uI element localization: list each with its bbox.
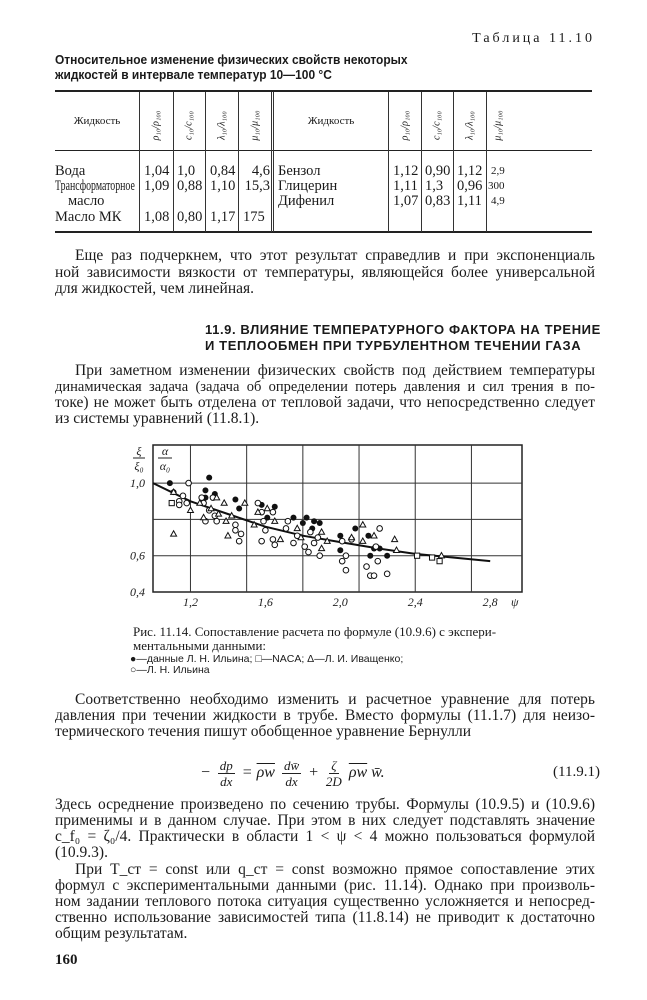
data-point-triangle: [221, 500, 227, 505]
text-line: токе) не может быть отделена от тепловой задачи, что непосредственно следует: [55, 394, 595, 411]
table-cell: 1,12: [457, 163, 483, 179]
table-cell: 1,09: [144, 178, 170, 194]
table-cell: 1,11: [457, 193, 482, 209]
data-point-triangle: [394, 547, 400, 552]
data-point-filled-circle: [206, 475, 212, 481]
plot-frame: [153, 445, 522, 592]
data-point-open-circle: [373, 544, 379, 550]
eq-term: w̄.: [371, 764, 385, 782]
table-cell: 2,9: [491, 165, 505, 177]
data-point-open-circle: [270, 537, 276, 543]
table-cell: 1,10: [210, 178, 236, 194]
table-cell: Дифенил: [278, 193, 335, 209]
table-cell: Бензол: [278, 163, 321, 179]
data-point-filled-circle: [337, 547, 343, 553]
eq-fraction: [282, 758, 301, 789]
x-tick-label: 2,8: [482, 595, 498, 609]
data-point-open-circle: [233, 522, 239, 528]
eq-equals: =: [241, 764, 253, 782]
table-cell: Глицерин: [278, 178, 338, 194]
eq-term: $\overline{\rho w}$: [348, 764, 368, 782]
table-cell: 0,90: [425, 163, 451, 179]
data-point-open-circle: [285, 518, 291, 524]
column-header: λ₁₀/λ₁₀₀: [216, 111, 228, 140]
column-header: c₁₀/c₁₀₀: [431, 110, 443, 141]
table-cell: 0,83: [425, 193, 451, 209]
column-header: c₁₀/c₁₀₀: [183, 110, 195, 141]
eq-den: dx: [220, 774, 233, 789]
column-header: μ₁₀/μ₁₀₀: [249, 110, 261, 141]
text-line: применимы и в данном случае. При этом в них следует подставлять значение: [55, 812, 595, 829]
data-point-open-circle: [384, 571, 390, 577]
table-cell: 4,6: [251, 163, 270, 179]
data-point-triangle: [392, 536, 398, 541]
table-cell: Вода: [55, 163, 86, 179]
table-number: Таблица 11.10: [472, 31, 595, 46]
table-cell: 1,04: [144, 163, 170, 179]
data-point-open-circle: [272, 542, 278, 548]
data-point-filled-circle: [167, 480, 173, 486]
data-point-triangle: [360, 538, 366, 543]
data-point-open-circle: [270, 509, 276, 515]
data-point-filled-circle: [202, 487, 208, 493]
table-cell: 15,3: [244, 178, 270, 194]
data-point-open-circle: [375, 558, 381, 564]
data-point-open-circle: [236, 538, 242, 544]
data-point-triangle: [225, 533, 231, 538]
data-point-square: [429, 555, 434, 560]
text-line: для жидкостей, чем линейная.: [55, 280, 255, 297]
text-line: общим результатам.: [55, 925, 188, 942]
page-number: 160: [55, 952, 78, 968]
text-line: Соответственно необходимо изменить и расчетное уравнение для потерь: [75, 691, 595, 708]
eq-num: ζ: [331, 758, 337, 773]
table-cell: масло: [68, 193, 105, 209]
data-point-open-circle: [186, 480, 192, 486]
eq-num: dp: [219, 758, 233, 773]
data-point-open-circle: [317, 553, 323, 559]
data-point-triangle: [360, 522, 366, 527]
data-point-triangle: [171, 531, 177, 536]
table-cell: 0,80: [177, 209, 203, 225]
y-axis-label-den: ξ₀: [134, 459, 144, 473]
y-tick-label: 0,6: [130, 548, 145, 563]
table-cell: 4,9: [491, 195, 505, 207]
text-line: давления при течении жидкости в трубе. Вместо формулы (11.1.7) для неизо-: [55, 707, 595, 724]
eq-fraction: [326, 758, 342, 789]
table-cell: 175: [243, 209, 265, 225]
text-line: c_f₀ = ζ₀/4. Практически в области 1 < ψ < 4 можно пользоваться формулой: [55, 828, 595, 845]
data-point-filled-circle: [232, 496, 238, 502]
table-cell: 1,12: [393, 163, 419, 179]
text-line: (10.9.3).: [55, 844, 108, 861]
text-line: из системы уравнений (11.8.1).: [55, 410, 260, 427]
data-point-open-circle: [308, 529, 314, 535]
data-point-filled-circle: [304, 515, 310, 521]
eq-fraction: [218, 758, 235, 789]
text-line: ственно использование зависимостей типа (11.8.14) не приводит к достаточно: [55, 909, 595, 926]
data-point-filled-circle: [290, 515, 296, 521]
text-line: динамическая задача (задача об определении потерь давления и сил трения в по-: [55, 379, 595, 395]
data-point-triangle: [223, 518, 229, 523]
y-axis-label-num: α: [161, 444, 169, 458]
eq-num: dw̄: [283, 758, 300, 773]
table-caption: Относительное изменение физических свойств некоторых: [55, 52, 408, 67]
eq-minus: −: [200, 764, 211, 782]
data-point-open-circle: [343, 567, 349, 573]
table-cell: 0,84: [210, 163, 236, 179]
data-point-triangle: [272, 518, 278, 523]
column-header: μ₁₀/μ₁₀₀: [492, 110, 504, 141]
x-tick-label: 1,2: [182, 595, 198, 609]
y-axis-label-num: ξ: [136, 444, 142, 458]
data-point-triangle: [277, 536, 283, 541]
x-tick-label: 1,6: [257, 595, 273, 609]
figure-legend: ●—данные Л. Н. Ильина; □—NACA; Δ—Л. И. Иващенко;: [130, 653, 404, 665]
table-cell: 0,88: [177, 178, 203, 194]
data-point-open-circle: [339, 538, 345, 544]
text-line: термического течения пишут обобщенное уравнение Бернулли: [55, 723, 472, 740]
table-cell: 1,07: [393, 193, 419, 209]
data-point-triangle: [201, 514, 207, 519]
data-point-filled-circle: [236, 506, 242, 512]
data-point-filled-circle: [337, 533, 343, 539]
table-cell: Масло МК: [55, 209, 122, 225]
table-cell: 300: [488, 180, 505, 192]
table-cell: 1,08: [144, 209, 170, 225]
table-cell: 1,17: [210, 209, 236, 225]
eq-term: $\overline{\rho w}$: [256, 764, 275, 782]
data-point-open-circle: [184, 500, 190, 506]
data-point-open-circle: [283, 526, 289, 532]
figure-caption: Рис. 11.14. Сопоставление расчета по формуле (10.9.6) с экспери-: [133, 624, 497, 639]
data-point-open-circle: [377, 526, 383, 532]
equation-number: (11.9.1): [553, 764, 600, 780]
data-point-filled-circle: [384, 553, 390, 559]
data-point-open-circle: [343, 553, 349, 559]
data-point-open-circle: [364, 564, 370, 570]
data-point-triangle: [371, 533, 377, 538]
column-header: Жидкость: [307, 115, 355, 127]
y-axis-label-den: α₀: [159, 459, 171, 473]
table-cell: Трансформаторное: [55, 178, 135, 194]
data-point-triangle: [187, 507, 193, 512]
text-line: формул с экспериментальными данными (рис. 11.14). Однако при произволь-: [55, 877, 595, 894]
section-heading: 11.9. ВЛИЯНИЕ ТЕМПЕРАТУРНОГО ФАКТОРА НА ТРЕНИЕ: [205, 322, 601, 337]
figure-legend: ○—Л. Н. Ильина: [130, 664, 210, 676]
data-point-filled-circle: [365, 533, 371, 539]
column-header: Жидкость: [73, 115, 121, 127]
column-header: ρ₁₀/ρ₁₀₀: [399, 110, 411, 141]
equation: [200, 758, 385, 789]
data-point-open-circle: [233, 527, 239, 533]
data-point-filled-circle: [272, 504, 278, 510]
data-point-filled-circle: [317, 520, 323, 526]
eq-den: 2D: [325, 774, 342, 789]
data-point-square: [169, 500, 174, 505]
data-point-square: [415, 553, 420, 558]
text-line: При заметном изменении физических свойств под действием температуры: [75, 362, 595, 379]
data-point-filled-circle: [367, 553, 373, 559]
data-point-open-circle: [255, 500, 261, 506]
text-line: ной зависимости вязкости от температуры, являющейся более универсальной: [55, 264, 595, 281]
table-cell: 0,96: [457, 178, 483, 194]
data-point-filled-circle: [300, 520, 306, 526]
x-tick-label: 2,0: [332, 595, 348, 609]
text-line: Еще раз подчеркнем, что этот результат справедлив и при экспоненциаль: [75, 247, 595, 264]
x-tick-label: 2,4: [407, 595, 423, 609]
data-point-open-circle: [291, 540, 297, 546]
column-header: λ₁₀/λ₁₀₀: [464, 111, 476, 140]
x-axis-label: ψ: [511, 595, 519, 609]
data-point-triangle: [264, 505, 270, 510]
eq-plus: +: [308, 764, 319, 782]
data-point-open-circle: [339, 558, 345, 564]
data-point-open-circle: [180, 493, 186, 499]
eq-den: dx: [285, 774, 298, 789]
table-cell: 1,0: [177, 163, 196, 179]
data-point-triangle: [319, 545, 325, 550]
section-heading: И ТЕПЛООБМЕН ПРИ ТУРБУЛЕНТНОМ ТЕЧЕНИИ ГАЗА: [205, 338, 582, 353]
data-point-open-circle: [238, 531, 244, 537]
data-point-open-circle: [311, 540, 317, 546]
data-point-open-circle: [259, 538, 265, 544]
table-caption: жидкостей в интервале температур 10—100 °C: [55, 67, 332, 82]
data-point-filled-circle: [311, 518, 317, 524]
table-cell: 1,11: [393, 178, 418, 194]
y-tick-label: 0,4: [130, 585, 145, 599]
data-point-open-circle: [306, 549, 312, 555]
data-point-triangle: [294, 525, 300, 530]
data-point-open-circle: [261, 518, 267, 524]
text-line: Здесь осреднение произведено по сечению трубы. Формулы (10.9.5) и (10.9.6): [55, 796, 595, 813]
data-point-open-circle: [263, 527, 269, 533]
y-tick-label: 1,0: [130, 476, 145, 491]
table-cell: 1,3: [425, 178, 444, 194]
data-point-open-circle: [176, 502, 182, 508]
text-line: ном задании теплового потока ситуация существенно усложняется и непосред-: [55, 893, 595, 910]
data-point-square: [437, 559, 442, 564]
data-point-filled-circle: [352, 525, 358, 531]
figure-caption: ментальными данными:: [133, 638, 267, 653]
data-point-open-circle: [315, 535, 321, 541]
data-point-open-circle: [214, 518, 220, 524]
data-point-open-circle: [371, 573, 377, 579]
data-point-triangle: [319, 529, 325, 534]
column-header: ρ₁₀/ρ₁₀₀: [150, 110, 162, 141]
data-point-open-circle: [302, 544, 308, 550]
text-line: При T_ст = const или q_ст = const возможно прямое сопоставление этих: [75, 861, 595, 878]
